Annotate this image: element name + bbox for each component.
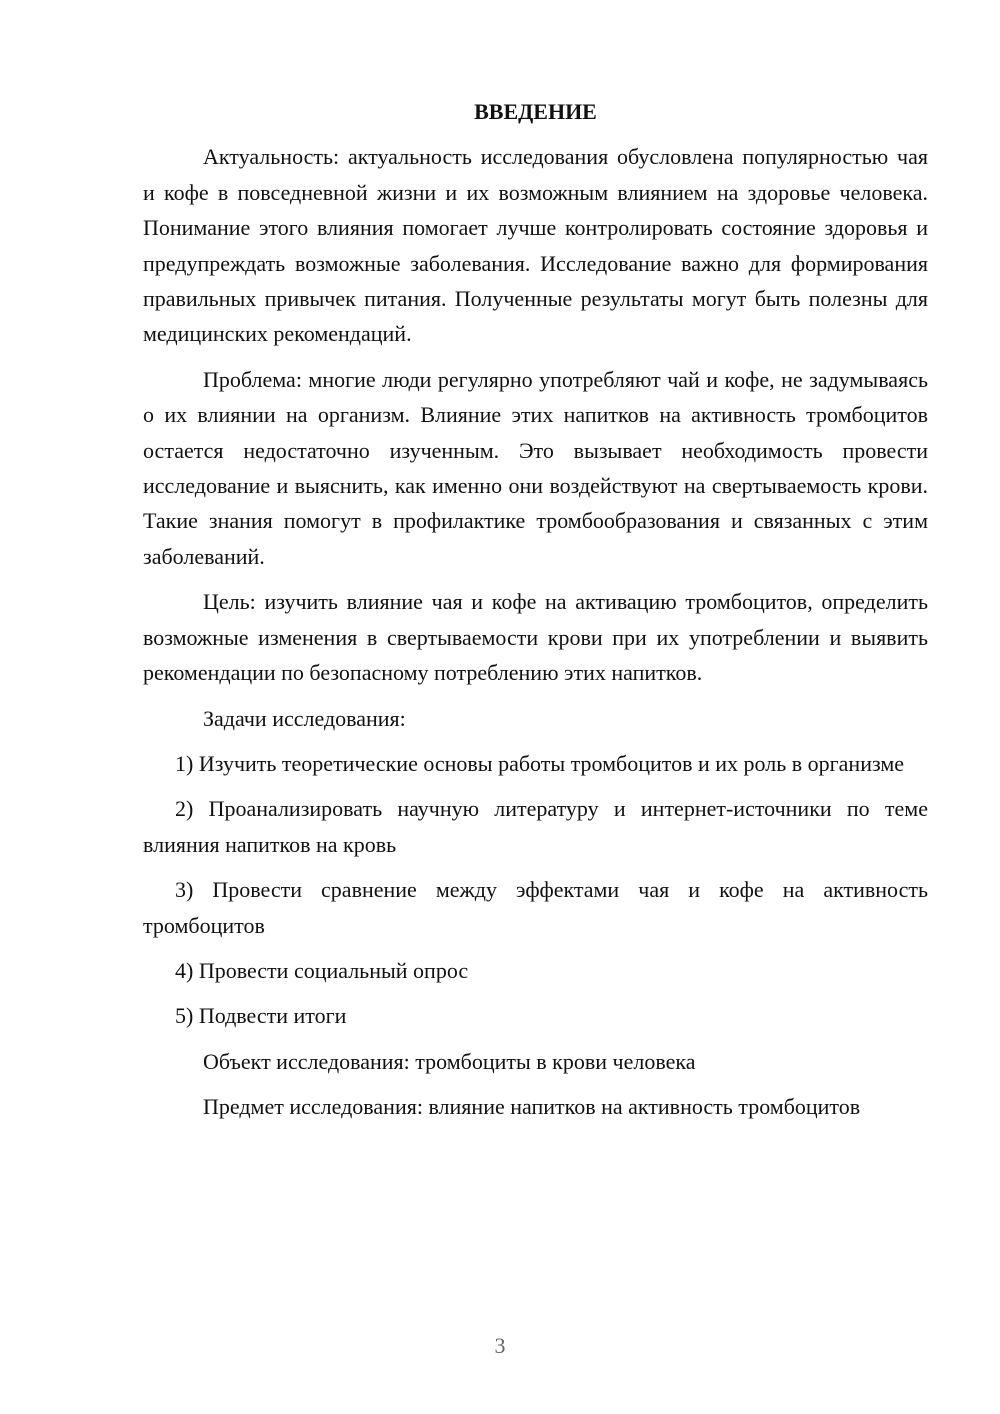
problem-paragraph: Проблема: многие люди регулярно употребляют чай и кофе, не задумываясь о их влиянии на организм. Влияние этих напитков на активность тромбоцитов остается недостаточно изученным. Это вызывает необходимость провести исследование и выяснить, как именно они воздействуют на свертываемость крови. Такие знания помогут в профилактике тромбообразования и связанных с этим заболеваний. [143, 366, 928, 569]
tasks-heading: Задачи исследования: [203, 705, 406, 731]
object-paragraph: Объект исследования: тромбоциты в крови человека [203, 1048, 696, 1074]
document-page [143, 94, 928, 1135]
relevance-paragraph: Актуальность: актуальность исследования обусловлена популярностью чая и кофе в повседневной жизни и их возможным влиянием на здоровье человека. Понимание этого влияния помогает лучше контролировать состояние здоровья и предупреждать возможные заболевания. Исследование важно для формирования правильных привычек питания. Полученные результаты могут быть полезны для медицинских рекомендаций. [143, 144, 928, 347]
goal-paragraph: Цель: изучить влияние чая и кофе на активацию тромбоцитов, определить возможные изменения в свертываемости крови при их употреблении и выявить рекомендации по безопасному потреблению этих напитков. [143, 589, 928, 686]
task-item: 5) Подвести итоги [175, 1003, 347, 1029]
page-title: ВВЕДЕНИЕ [474, 99, 597, 124]
subject-paragraph: Предмет исследования: влияние напитков на активность тромбоцитов [203, 1094, 861, 1120]
page-number: 3 [494, 1333, 506, 1358]
task-item: 4) Провести социальный опрос [175, 957, 469, 983]
task-item: 3) Провести сравнение между эффектами чая и кофе на активность тромбоцитов [143, 877, 928, 938]
task-item: 2) Проанализировать научную литературу и интернет-источники по теме влияния напитков на кровь [143, 796, 928, 857]
task-item: 1) Изучить теоретические основы работы тромбоцитов и их роль в организме [175, 750, 905, 776]
